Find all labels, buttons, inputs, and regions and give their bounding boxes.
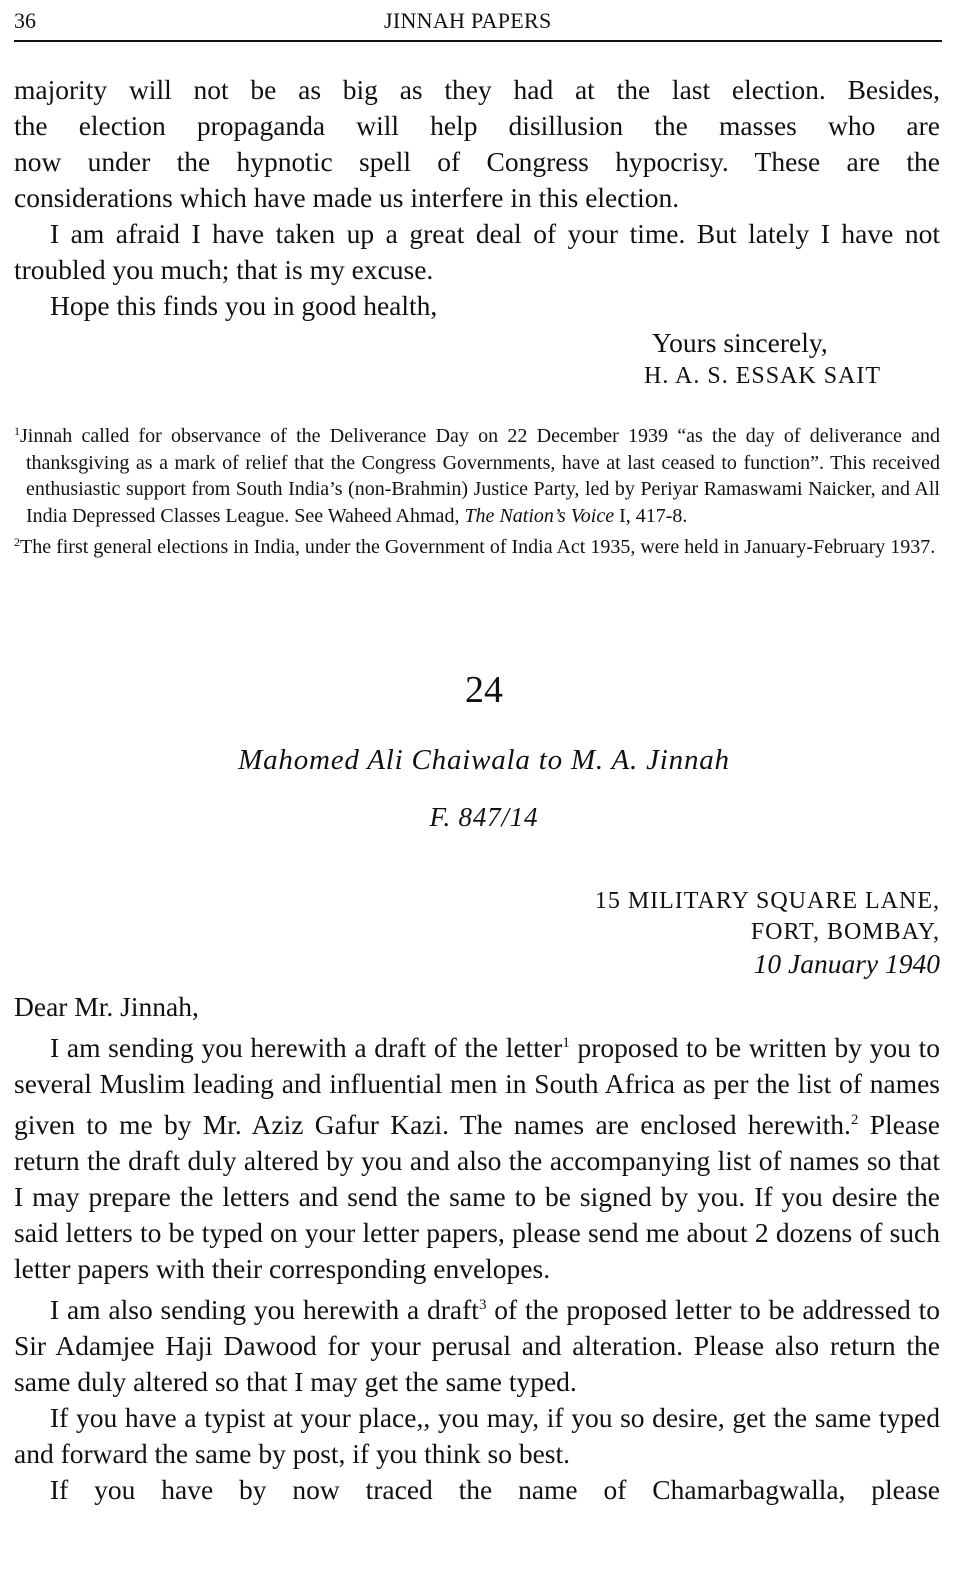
letter-paragraph-2: I am also sending you herewith a draft$^3$ of the proposed letter to be addressed to Sir Adamjee Haji Dawood for your perusal and alteration. Please also return the same duly altered so that I may get the same typed. [14, 1294, 940, 1397]
signature-name: H. A. S. ESSAK SAIT [644, 363, 882, 389]
footnote-marker: 1 [14, 424, 20, 438]
footnote-ref: 1 [562, 1035, 570, 1051]
prev-line-2: the election propaganda will help disillusion the masses who are [14, 110, 940, 141]
prev-line-1: majority will not be as big as they had at the last election. Besides, [14, 74, 940, 105]
letter-date: 10 January 1940 [753, 948, 940, 979]
address-line-1: 15 MILITARY SQUARE LANE, [594, 888, 940, 914]
page-number: 36 [14, 8, 36, 33]
prev-paragraph-3: Hope this finds you in good health, [50, 290, 438, 321]
prev-line-3: now under the hypnotic spell of Congress hypocrisy. These are the [14, 146, 940, 177]
address-line-2: FORT, BOMBAY, [750, 919, 940, 945]
file-reference: F. 847/14 [429, 802, 539, 832]
footnote-ref: 3 [478, 1297, 487, 1313]
letter-body [14, 989, 940, 1508]
header-rule [14, 40, 942, 42]
letter-paragraph-1: I am sending you herewith a draft of the letter$^1$ proposed to be written by you to several Muslim leading and influential men in South Africa as per the list of names given to me by Mr. Aziz Gafur Kazi. The names are enclosed herewith.$^2$ Please return the draft duly altered by you and also the accompanying list of names so that I may prepare the letters and send the same to be signed by you. If you desire the said letters to be typed on your letter papers, please send me about 2 dozens of such letter papers with their corresponding envelopes. [14, 1032, 941, 1284]
running-title: JINNAH PAPERS [384, 8, 552, 33]
letter-paragraph-3: If you have a typist at your place,, you may, if you so desire, get the same typed and forward the same by post, if you think so best. [14, 1402, 940, 1469]
prev-line-4: considerations which have made us interfere in this election. [14, 182, 680, 213]
footnote-1-citation: I, 417-8. [614, 504, 688, 527]
footnote-marker: 2 [14, 535, 20, 550]
footnote-2-text: The first general elections in India, under the Government of India Act 1935, were held in January-February 1937. [20, 536, 936, 559]
footnote-1-book-title: The Nation’s Voice [464, 504, 615, 527]
running-header [14, 6, 942, 34]
prev-paragraph-2: I am afraid I have taken up a great deal of your time. But lately I have not troubled you much; that is my excuse. [14, 218, 940, 285]
footnote-1-text: Jinnah called for observance of the Deliverance Day on 22 December 1939 “as the day of deliverance and thanksgiving as a mark of relief that the Congress Governments, have at last ceased to function”. This received enthusiastic support from South India’s (non-Brahmin) Justice Party, led by Periyar Ramaswami Naicker, and All India Depressed Classes League. See Waheed Ahmad, [20, 425, 940, 527]
letter-paragraph-4: If you have by now traced the name of Chamarbagwalla, please [50, 1474, 940, 1505]
previous-letter-ending [14, 72, 940, 324]
footnote-ref: 2 [850, 1112, 859, 1128]
footnote-2 [14, 529, 940, 561]
closing-phrase: Yours sincerely, [652, 327, 828, 358]
footnotes [14, 418, 940, 561]
document-title: Mahomed Ali Chaiwala to M. A. Jinnah [238, 744, 730, 776]
document-number: 24 [465, 669, 503, 711]
footnote-1 [14, 418, 940, 529]
salutation: Dear Mr. Jinnah, [14, 991, 199, 1022]
